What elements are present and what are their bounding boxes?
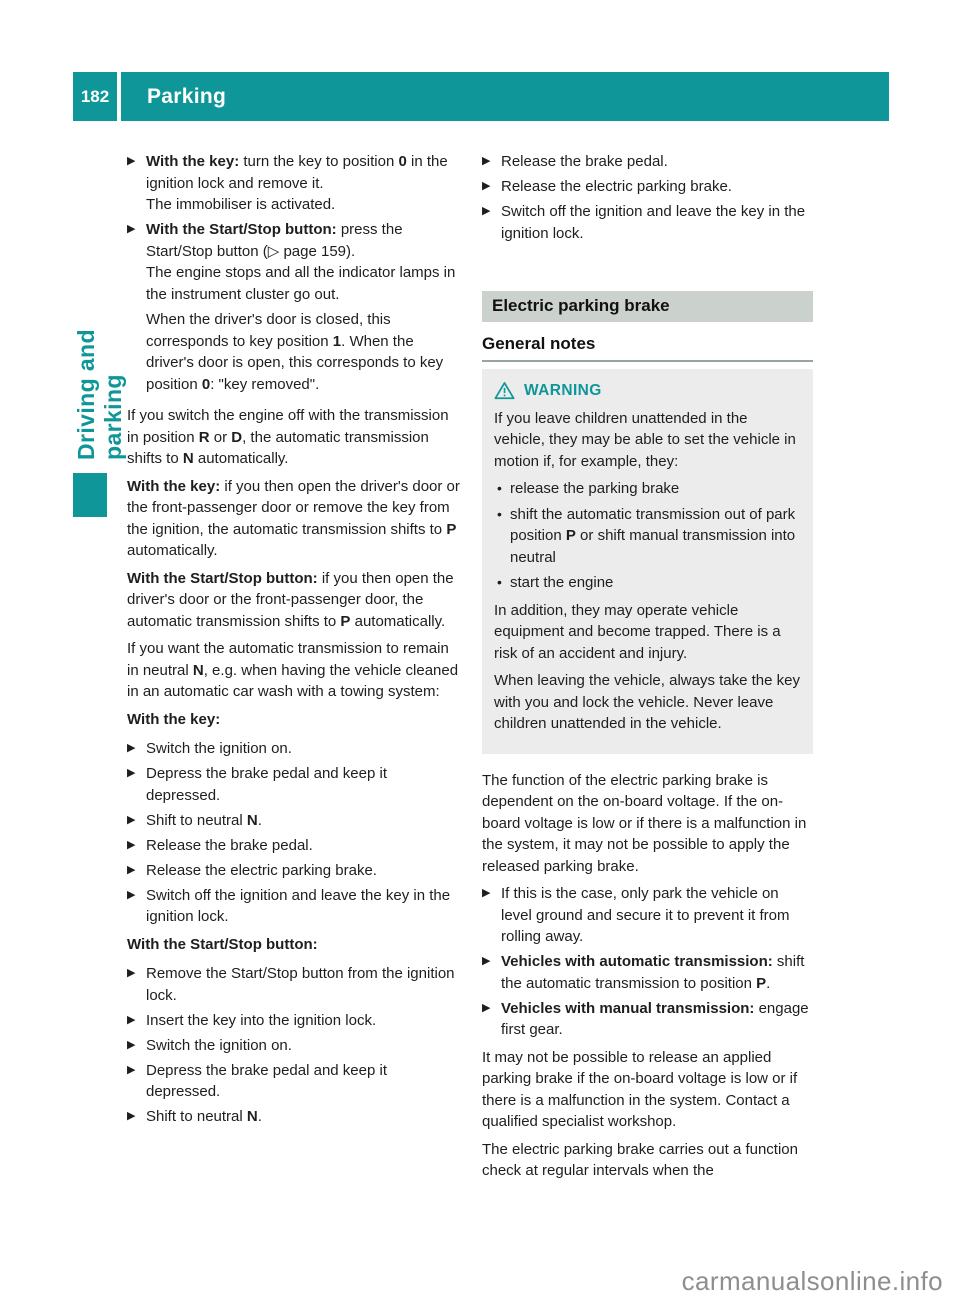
text-segment: automatically. [193,450,289,467]
text-segment: : "key removed". [210,375,320,393]
text-segment: It may not be possible to release an applied parking brake if the on-board voltage is low or if there is a malfunction in the system. Contact a qualified specialist workshop. [482,1048,798,1130]
bullet-arrow-icon: ▶ [127,813,136,826]
bullet-arrow-icon: ▶ [127,967,136,979]
bullet-text [146,1012,376,1029]
text-segment: , the automatic transmission shifts to [127,428,429,467]
bullet-arrow-icon: ▶ [127,888,136,901]
text-segment: N [182,450,194,467]
bullet-text [510,480,679,497]
bullet-arrow-icon: ▶ [127,1063,136,1076]
bullet-arrow-icon: ▶ [127,838,136,851]
text-segment: engage first gear. [501,999,809,1038]
bullet-arrow-icon: ▶ [482,887,491,899]
text-segment: . [257,1108,262,1125]
bullet-item [482,201,813,244]
bullet-arrow-icon: ▶ [127,863,136,876]
text-segment: When the driver's door is closed, this corresponds to key position [146,311,391,350]
text-segment: 0 [201,375,211,393]
text-segment: When leaving the vehicle, always take the key with you and lock the vehicle. Never leave children unattended in the vehicle. [494,672,800,732]
text-segment: If this is the case, only park the vehicle on level ground and secure it to prevent it from rolling away. [501,885,790,945]
bullet-text [501,1000,809,1039]
bullet-item [127,963,460,1006]
bullet-item [127,763,460,806]
text-segment: The function of the electric parking brake is dependent on the on-board voltage. If the on-board voltage is low or if there is a malfunction in the system, it may not be possible to apply the released parking brake. [482,771,807,875]
paragraph [127,476,460,562]
text-segment: , e.g. when having the vehicle cleaned in an automatic car wash with a towing system: [127,661,459,700]
warning-label: WARNING [524,382,602,399]
text-segment: or shift manual transmission into neutral [510,527,796,566]
bullet-text [146,965,455,1004]
bullet-text [501,203,805,242]
text-segment: 0 [398,153,407,170]
text-segment: P [756,974,767,992]
bullet-dot-icon: • [497,480,502,496]
text-segment: If you want the automatic transmission to remain in neutral [127,640,449,679]
text-segment: . [257,811,262,829]
text-segment: or [209,428,232,446]
text-segment: Switch the ignition on. [146,1036,292,1054]
bullet-arrow-icon: ▶ [127,1110,136,1122]
text-segment: Remove the Start/Stop button from the ignition lock. [146,965,455,1004]
text-segment: With the Start/Stop button: [127,569,318,587]
chapter-sidebar-label: Driving and parking [73,329,126,460]
bullet-item [127,1106,460,1128]
text-segment: in the ignition lock and remove it. [146,153,448,192]
text-segment: The electric parking brake carries out a function check at regular intervals when the [482,1140,798,1179]
text-segment: 1 [332,332,342,350]
bullet-item [127,219,460,305]
bullet-item [127,151,460,216]
bullet-text [146,1037,292,1054]
text-segment: If you leave children unattended in the vehicle, they may be able to set the vehicle in motion if, for example, they: [494,409,796,470]
text-segment: automatically. [127,542,218,559]
bullet-item [127,1010,460,1032]
text-segment: Depress the brake pedal and keep it depressed. [146,765,387,804]
bullet-arrow-icon: ▶ [127,223,136,235]
bullet-text [146,1108,262,1125]
paragraph [494,408,801,473]
text-segment: start the engine [510,574,614,591]
bullet-dot-icon: • [497,505,502,522]
text-segment: . [766,974,771,992]
paragraph [482,1139,813,1182]
bullet-text [146,221,455,303]
bullet-item [127,1060,460,1103]
text-segment: P [340,612,351,630]
text-segment: press the Start/Stop button (▷ page 159). [146,221,403,260]
text-segment: turn the key to position [239,153,399,170]
paragraph [127,405,460,470]
bullet-text [510,574,613,591]
bullet-text [510,506,795,566]
page-title: Parking [121,72,889,121]
text-segment: D [231,428,243,446]
text-segment: Release the electric parking brake. [146,861,377,879]
text-segment: N [246,811,258,829]
paragraph [127,568,460,633]
paragraph [482,770,813,878]
bullet-text [501,178,732,195]
text-segment: R [198,428,210,446]
bullet-dot-icon: • [497,574,502,590]
text-segment: Shift to neutral [146,811,247,829]
bullet-arrow-icon: ▶ [127,742,136,754]
list-item [494,504,801,569]
paragraph [482,1047,813,1133]
inline-heading [127,709,460,731]
text-segment: if you then open the driver's door or the front-passenger door or remove the key from the ignition, the automatic transmission shifts to [127,477,460,538]
page-header [73,72,889,121]
bullet-arrow-icon: ▶ [127,155,136,167]
warning-box [482,369,813,754]
chapter-tab-marker [73,473,107,517]
text-segment: Switch off the ignition and leave the key in the ignition lock. [146,886,451,925]
page-number: 182 [73,72,117,121]
bullet-item [482,951,813,994]
bullet-text [146,812,262,829]
inline-heading [127,934,460,956]
text-segment: The immobiliser is activated. [146,196,336,213]
text-segment: N [246,1108,258,1125]
bullet-arrow-icon: ▶ [482,1001,491,1014]
bullet-arrow-icon: ▶ [482,955,491,967]
bullet-item [127,885,460,928]
text-segment: The engine stops and all the indicator lamps in the instrument cluster go out. [146,264,456,303]
text-segment: Depress the brake pedal and keep it depressed. [146,1061,387,1100]
subsection-header: General notes [482,331,813,363]
text-segment: With the Start/Stop button: [127,935,318,953]
bullet-text [146,153,448,213]
bullet-arrow-icon: ▶ [482,155,491,167]
text-segment: Release the brake pedal. [501,153,668,170]
text-segment: With the Start/Stop button: [146,221,337,238]
bullet-text [501,953,804,992]
bullet-item [482,151,813,173]
left-column [127,151,460,1131]
text-segment: shift the automatic transmission to position [501,953,805,992]
bullet-arrow-icon: ▶ [482,180,491,192]
bullet-text [146,887,450,926]
bullet-arrow-icon: ▶ [482,205,491,217]
bullet-item [127,1035,460,1057]
paragraph [127,309,460,395]
bullet-item [482,998,813,1041]
section-header: Electric parking brake [482,291,813,322]
text-segment: automatically. [350,612,446,630]
text-segment: Switch off the ignition and leave the key in the ignition lock. [501,203,806,242]
text-segment: shift the automatic transmission out of park position [510,505,796,544]
text-segment: In addition, they may operate vehicle equipment and become trapped. There is a risk of an accident and injury. [494,601,781,662]
bullet-item [482,176,813,198]
text-segment: Vehicles with manual transmission: [501,999,755,1017]
text-segment: Release the electric parking brake. [501,178,732,195]
bullet-item [127,835,460,857]
bullet-text [146,1062,387,1101]
right-column [482,151,813,1188]
text-segment: P [446,520,457,538]
bullet-item [482,883,813,948]
text-segment: P [565,527,576,544]
bullet-text [146,765,387,804]
bullet-text [146,740,292,757]
bullet-text [501,885,790,945]
text-segment: Vehicles with automatic transmission: [501,953,773,970]
text-segment: If you switch the engine off with the transmission in position [127,407,449,446]
bullet-text [501,153,668,170]
bullet-arrow-icon: ▶ [127,1013,136,1026]
watermark-text: carmanualsonline.info [681,1266,943,1296]
text-segment: With the key: [127,710,221,728]
bullet-item [127,810,460,832]
warning-header [494,380,801,402]
bullet-item [127,860,460,882]
text-segment: With the key: [146,153,240,170]
text-segment: Insert the key into the ignition lock. [146,1011,377,1029]
bullet-text [146,837,313,854]
text-segment: if you then open the driver's door or the front-passenger door, the automatic transmission shifts to [127,569,454,630]
paragraph [494,600,801,665]
text-segment: . When the driver's door is open, this corresponds to key position [146,332,444,393]
bullet-item [127,738,460,760]
text-segment: Switch the ignition on. [146,740,292,757]
warning-triangle-icon [494,381,515,400]
text-segment: Shift to neutral [146,1108,247,1125]
text-segment: Release the brake pedal. [146,836,313,854]
paragraph [127,638,460,703]
text-segment: release the parking brake [510,480,680,497]
bullet-text [146,862,377,879]
text-segment: With the key: [127,477,221,495]
bullet-arrow-icon: ▶ [127,767,136,779]
list-item [494,478,801,500]
paragraph [494,670,801,735]
list-item [494,572,801,594]
text-segment: N [192,661,204,679]
bullet-arrow-icon: ▶ [127,1038,136,1051]
